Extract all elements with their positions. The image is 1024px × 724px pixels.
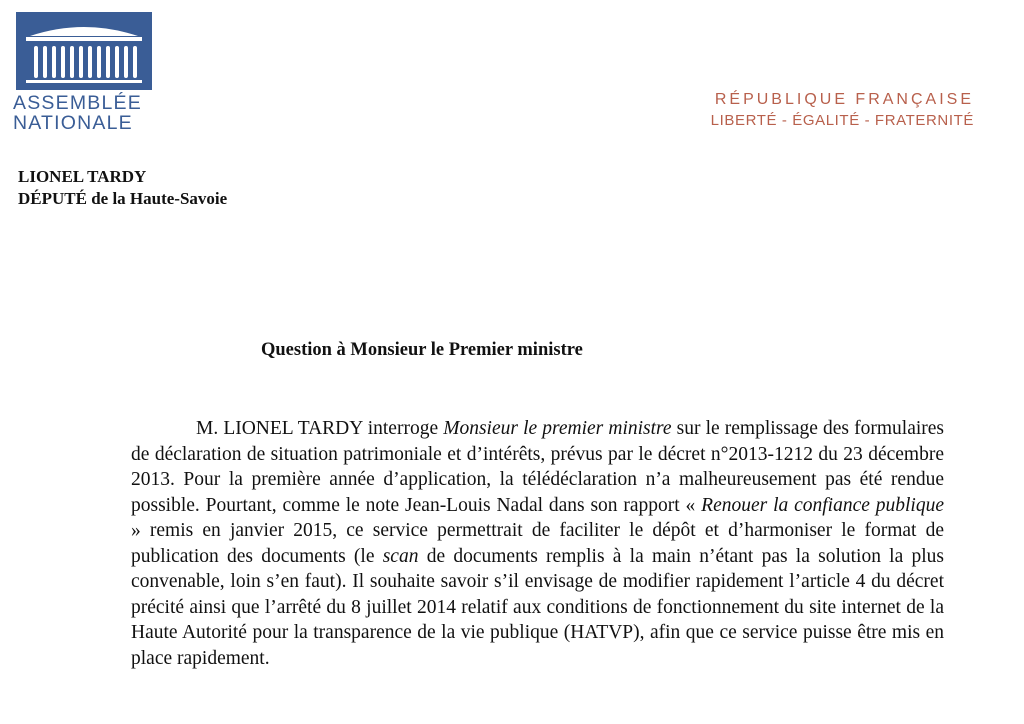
question-body: [131, 416, 944, 671]
body-segment-2: sur le remplissage des formulaires de déclaration de situation patrimoniale et d’intérêts, prévus par le décret n°2013-1212 du 23 décembre 2013. Pour la première année d’application, la télédéclaration n’a malheureusement pas été rendue possible. Pourtant, comme le note Jean-Louis Nadal dans son rapport «: [131, 418, 945, 516]
body-segment-1: M. LIONEL TARDY interroge: [196, 418, 444, 439]
body-emphasis-3: scan: [382, 545, 419, 567]
logo-line-2: NATIONALE: [13, 112, 133, 134]
republic-header: [711, 90, 974, 132]
author-block: [18, 166, 227, 210]
body-segment-3: » remis en janvier 2015, ce service permettrait de faciliter le dépôt et d’harmoniser le format de publication des documents (le: [131, 520, 944, 567]
assemblee-logo: [16, 12, 152, 90]
logo-line-1: ASSEMBLÉE: [13, 92, 142, 114]
question-paragraph: [131, 416, 944, 671]
assemblee-hemicycle-icon: [16, 12, 152, 90]
body-emphasis-2: Renouer la confiance publique: [701, 494, 944, 516]
author-name: LIONEL TARDY: [18, 167, 147, 186]
question-title: Question à Monsieur le Premier ministre: [261, 340, 583, 360]
body-emphasis-1: Monsieur le premier ministre: [443, 418, 672, 439]
body-segment-4: de documents remplis à la main n’étant pas la solution la plus convenable, loin s’en faut). Il souhaite savoir s’il envisage de modifier rapidement l’article 4 du décret précité ainsi que l’arrêté du 8 juillet 2014 relatif aux conditions de fonctionnement du site internet de la Haute Autorité pour la transparence de la vie publique (HATVP), afin que ce service puisse être mis en place rapidement.: [131, 545, 944, 669]
assemblee-nationale-wordmark: [13, 93, 142, 133]
republic-name: RÉPUBLIQUE FRANÇAISE: [714, 91, 974, 108]
author-title: DÉPUTÉ de la Haute-Savoie: [18, 189, 228, 208]
republic-motto: LIBERTÉ - ÉGALITÉ - FRATERNITÉ: [710, 112, 974, 129]
